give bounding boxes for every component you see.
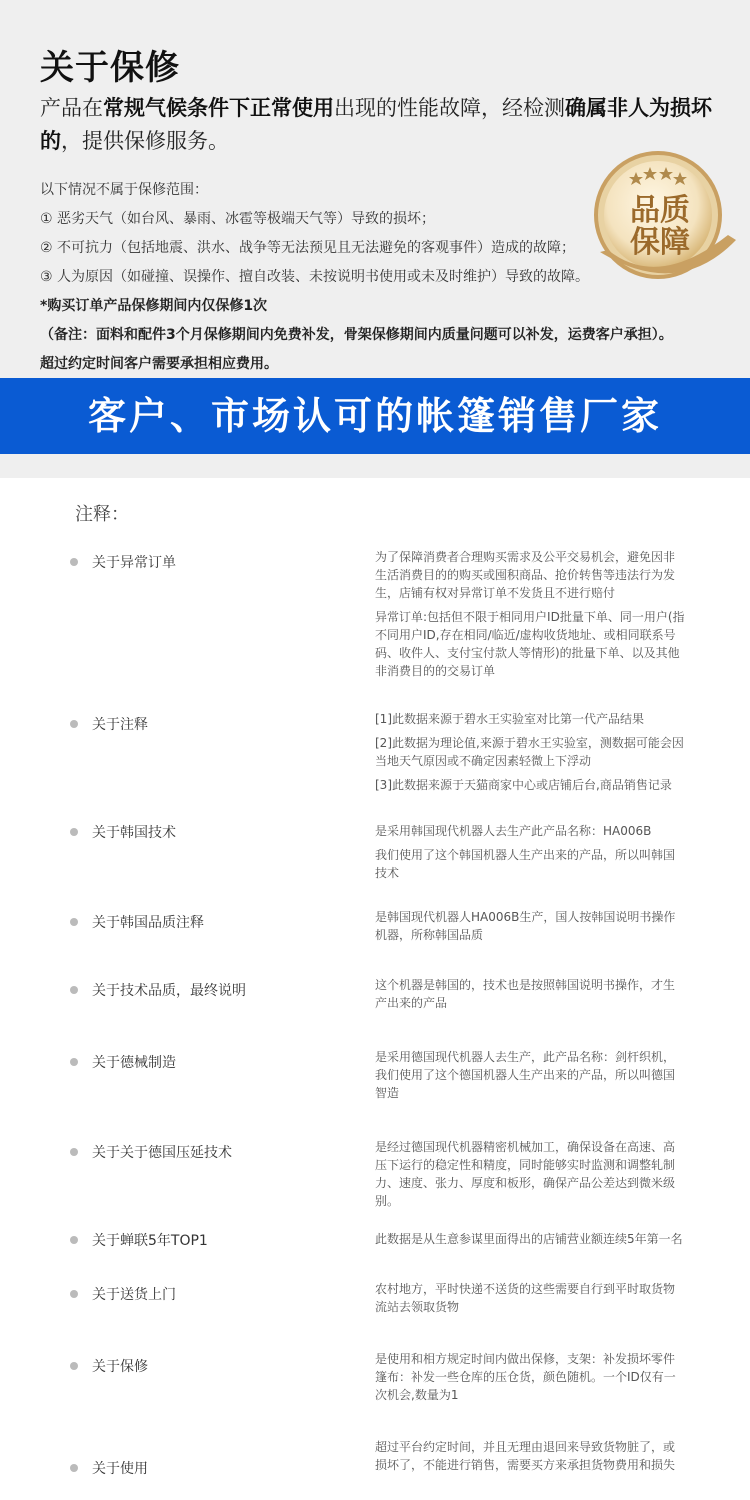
note-description [375, 908, 685, 950]
note-paragraph: 这个机器是韩国的，技术也是按照韩国说明书操作，才生产出来的产品 [375, 978, 676, 1010]
note-paragraph: 异常订单:包括但不限于相同用户ID批量下单、同一用户(指不同用户ID,存在相同/临近/虚构收货地址、或相同联系号码、收件人、支付宝付款人等情形)的批量下单、以及其他非消费目的的交易订单 [375, 610, 685, 678]
note-description [375, 1048, 685, 1108]
note-paragraph: 我们使用了这个韩国机器人生产出来的产品，所以叫韩国技术 [375, 848, 676, 880]
note-description [375, 1350, 685, 1410]
intro-part: 出现的性能故障，经检测 [334, 96, 565, 120]
note-label: 关于送货上门 [92, 1287, 176, 1303]
bullet-icon [70, 1290, 78, 1298]
note-label: 关于注释 [92, 717, 148, 733]
note-paragraph: 是采用韩国现代机器人去生产此产品名称：HA006B [375, 824, 652, 838]
bullet-icon [70, 918, 78, 926]
note-label: 关于技术品质，最终说明 [92, 983, 246, 999]
note-paragraph: [2]此数据为理论值,来源于碧水王实验室，测数据可能会因当地天气原因或不确定因素轻微上下浮动 [375, 736, 684, 768]
warranty-title: 关于保修 [40, 48, 180, 88]
exclusions-heading: 以下情况不属于保修范围： [40, 182, 208, 198]
warranty-note: 超过约定时间客户需要承担相应费用。 [40, 356, 278, 372]
note-label: 关于韩国品质注释 [92, 915, 204, 931]
note-description [375, 1280, 685, 1322]
intro-part: ，提供保修服务。 [61, 129, 229, 153]
bullet-icon [70, 1236, 78, 1244]
note-description [375, 822, 685, 888]
bullet-icon [70, 558, 78, 566]
seal-line-2: 保障 [630, 225, 690, 260]
note-paragraph: [3]此数据来源于天猫商家中心或店铺后台,商品销售记录 [375, 778, 672, 792]
notes-heading: 注释： [75, 504, 129, 525]
warranty-note: （备注：面料和配件3个月保修期间内免费补发，骨架保修期间内质量问题可以补发，运费客户承担）。 [40, 327, 673, 343]
note-label: 关于保修 [92, 1359, 148, 1375]
exclusion-item: ① 恶劣天气（如台风、暴雨、冰雹等极端天气等）导致的损坏； [40, 211, 435, 227]
note-label: 关于德械制造 [92, 1055, 176, 1071]
bullet-icon [70, 720, 78, 728]
intro-part: 产品在 [40, 96, 103, 120]
note-paragraph: 是采用德国现代机器人去生产，此产品名称：剑杆织机，我们使用了这个德国机器人生产出来的产品，所以叫德国智造 [375, 1050, 676, 1100]
note-label: 关于异常订单 [92, 555, 176, 571]
bullet-icon [70, 828, 78, 836]
promo-banner: 客户、市场认可的帐篷销售厂家 [0, 378, 750, 454]
note-description [375, 1230, 685, 1254]
bullet-icon [70, 1362, 78, 1370]
note-paragraph: 是使用和相方规定时间内做出保修，支架：补发损坏零件篷布：补发一些仓库的压仓货，颜色随机。一个ID仅有一次机会,数量为1 [375, 1352, 676, 1402]
note-paragraph: 是经过德国现代机器精密机械加工，确保设备在高速、高压下运行的稳定性和精度，同时能够实时监测和调整轧制力、速度、张力、厚度和板形，确保产品公差达到微米级别。 [375, 1140, 676, 1208]
note-description [375, 976, 685, 1018]
note-paragraph: [1]此数据来源于碧水王实验室对比第一代产品结果 [375, 712, 644, 726]
quality-seal-icon [588, 140, 738, 290]
bullet-icon [70, 1148, 78, 1156]
note-paragraph: 超过平台约定时间，并且无理由退回来导致货物脏了，或损坏了，不能进行销售，需要买方来承担货物费用和损失 [375, 1440, 676, 1472]
note-label: 关于韩国技术 [92, 825, 176, 841]
note-paragraph: 为了保障消费者合理购买需求及公平交易机会，避免因非生活消费目的的购买或囤积商品、抢价转售等违法行为发生，店铺有权对异常订单不发货且不进行赔付 [375, 550, 676, 600]
note-description [375, 548, 685, 686]
note-label: 关于使用 [92, 1461, 148, 1477]
exclusion-item: ③ 人为原因（如碰撞、误操作、擅自改装、未按说明书使用或未及时维护）导致的故障。 [40, 269, 589, 285]
note-paragraph: 农村地方，平时快递不送货的这些需要自行到平时取货物流站去领取货物 [375, 1282, 676, 1314]
note-paragraph: 是韩国现代机器人HA006B生产，国人按韩国说明书操作机器，所称韩国品质 [375, 910, 676, 942]
note-label: 关于蝉联5年TOP1 [92, 1233, 208, 1249]
note-description [375, 710, 685, 800]
intro-part-bold: 常规气候条件下正常使用 [103, 96, 334, 120]
bullet-icon [70, 1464, 78, 1472]
bullet-icon [70, 1058, 78, 1066]
note-paragraph: 此数据是从生意参谋里面得出的店铺营业额连续5年第一名 [375, 1232, 683, 1246]
warranty-note: *购买订单产品保修期间内仅保修1次 [40, 298, 268, 314]
note-label: 关于关于德国压延技术 [92, 1145, 232, 1161]
note-description [375, 1438, 685, 1480]
exclusion-item: ② 不可抗力（包括地震、洪水、战争等无法预见且无法避免的客观事件）造成的故障； [40, 240, 575, 256]
seal-line-1: 品质 [630, 193, 690, 228]
warranty-section [0, 0, 750, 478]
intro-part-bold: 确属非人为损坏的 [40, 96, 712, 153]
note-description [375, 1138, 685, 1216]
bullet-icon [70, 986, 78, 994]
